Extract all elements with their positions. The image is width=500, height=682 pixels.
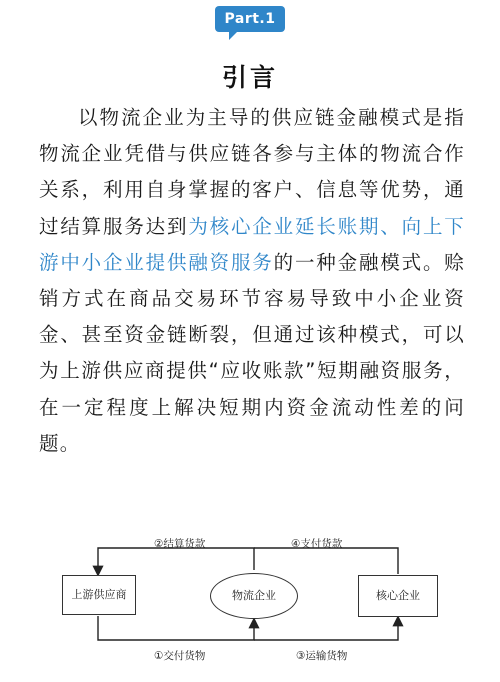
part-badge: Part.1 <box>215 6 285 32</box>
flow-label-deliver-goods: ①交付货物 <box>154 650 206 662</box>
paragraph-text-after: 的一种金融模式。赊销方式在商品交易环节容易导致中小企业资金、甚至资金链断裂，但通过该种模式，可以为上游供应商提供“应收账款”短期融资服务，在一定程度上解决短期内资金流动性差的问题。 <box>39 250 465 455</box>
node-core-enterprise: 核心企业 <box>358 575 438 617</box>
arrow-deliver-goods <box>98 616 254 640</box>
flow-label-pay-payment: ④支付货款 <box>291 538 343 550</box>
arrow-settle-payment <box>98 548 254 574</box>
intro-paragraph <box>39 100 465 462</box>
node-upstream-supplier: 上游供应商 <box>62 575 136 615</box>
arrow-pay-payment <box>254 548 398 574</box>
section-title: 引言 <box>221 63 278 92</box>
node-logistics-enterprise: 物流企业 <box>210 573 298 619</box>
badge-tail-shape <box>229 31 238 40</box>
flow-label-transport-goods: ③运输货物 <box>296 650 348 662</box>
paragraph-text-before: 以物流企业为主导的供应链金融模式是指物流企业凭借与供应链各参与主体的物流合作关系，利用自身掌握的客户、信息等优势，通过结算服务达到 <box>39 106 465 238</box>
flow-diagram <box>46 508 454 678</box>
paragraph-highlight: 为核心企业延长账期、向上下游中小企业提供融资服务 <box>39 214 465 274</box>
arrow-transport-goods <box>254 618 398 640</box>
flow-label-settle-payment: ②结算货款 <box>154 538 206 550</box>
